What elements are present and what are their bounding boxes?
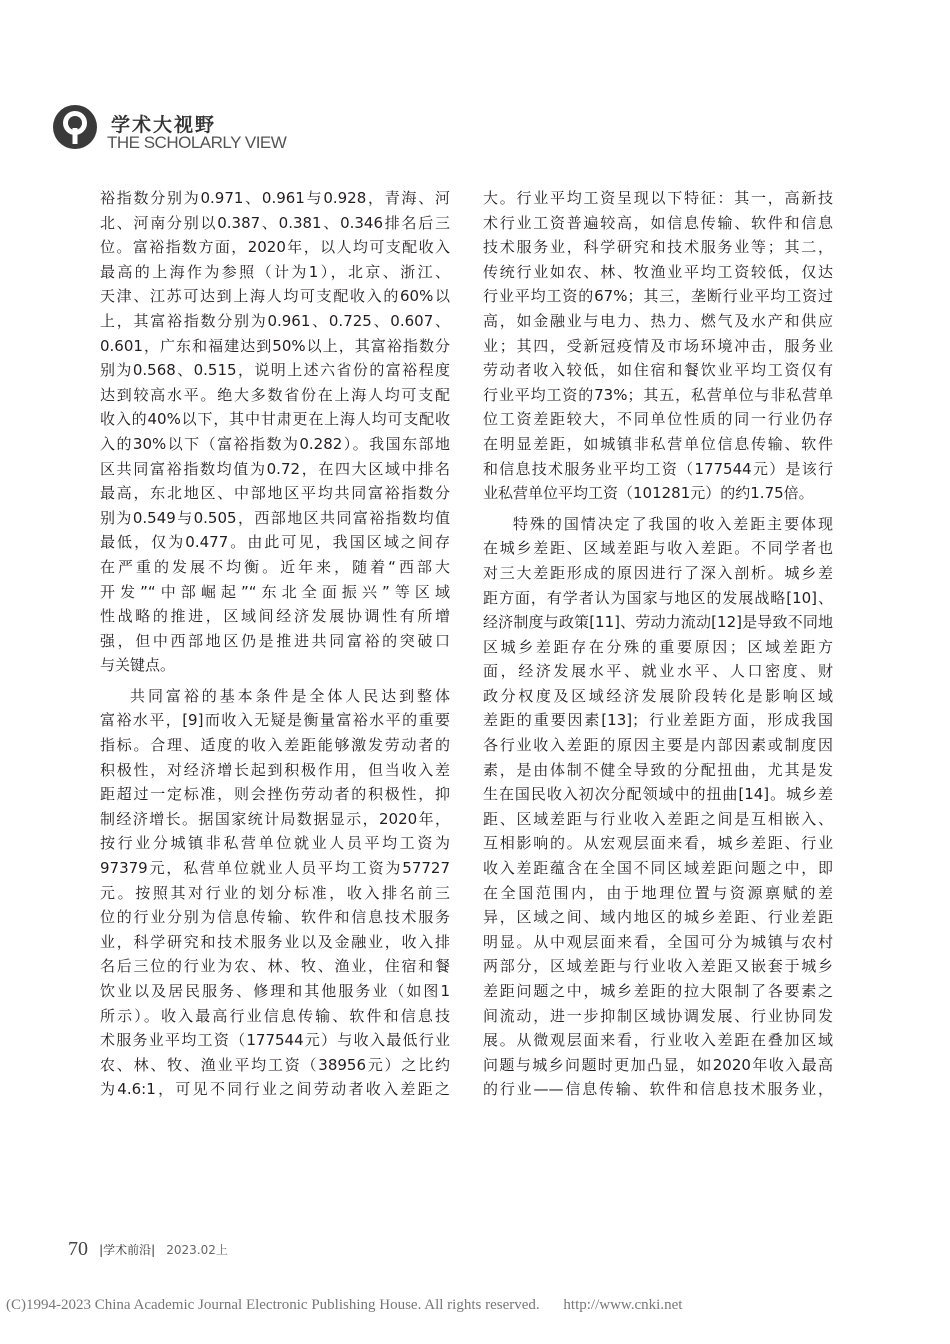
page-footer (68, 1238, 228, 1261)
text-line: 上，其富裕指数分别为0.961、0.725、0.607、 (100, 311, 450, 330)
copyright-notice: (C)1994-2023 China Academic Journal Electronic Publishing House. All rights reserved. (6, 1297, 540, 1313)
text-line: 各行业收入差距的原因主要是内部因素或制度因 (483, 736, 833, 755)
text-line: 高，如金融业与电力、热力、燃气及水产和供应 (483, 311, 833, 330)
text-line: 北、河南分别以0.387、0.381、0.346排名后三 (100, 213, 450, 232)
text-line: 对三大差距形成的原因进行了深入剖析。城乡差 (483, 563, 833, 582)
text-line: 政分权度及区域经济发展阶段转化是影响区域 (483, 686, 833, 705)
text-line: 0.601，广东和福建达到50%以上，其富裕指数分 (100, 336, 450, 355)
text-line: 行业平均工资的73%；其五，私营单位与非私营单 (483, 385, 833, 404)
text-line: 面，经济发展水平、就业水平、人口密度、财 (483, 662, 833, 681)
text-line: 特殊的国情决定了我国的收入差距主要体现 (513, 514, 833, 533)
text-line: 按行业分城镇非私营单位就业人员平均工资为 (100, 834, 450, 853)
text-line: 间流动，进一步抑制区域协调发展、行业协同发 (483, 1006, 833, 1025)
text-line: 和信息技术服务业平均工资（177544元）是该行 (483, 459, 833, 478)
text-line: 收入的40%以下，其中甘肃更在上海人均可支配收 (100, 410, 450, 429)
text-line: 别为0.549与0.505，西部地区共同富裕指数均值 (100, 508, 450, 527)
text-line: 素，是由体制不健全导致的分配扭曲，尤其是发 (483, 760, 833, 779)
text-line: 差距问题之中，城乡差距的拉大限制了各要素之 (483, 982, 833, 1000)
text-line: 最高的上海作为参照（计为1），北京、浙江、 (100, 262, 450, 281)
text-line: 距、区域差距与行业收入差距之间是互相嵌入、 (483, 809, 833, 828)
text-line: 裕指数分别为0.971、0.961与0.928，青海、河 (100, 189, 450, 207)
text-line: 明显。从中观层面来看，全国可分为城镇与农村 (483, 932, 833, 951)
text-line: 最高，东北地区、中部地区平均共同富裕指数分 (100, 484, 450, 503)
text-line: 行业平均工资的67%；其三，垄断行业平均工资过 (483, 287, 833, 306)
text-line: 术行业工资普遍较高，如信息传输、软件和信息 (483, 213, 833, 232)
text-line: 区共同富裕指数均值为0.72，在四大区域中排名 (100, 459, 450, 478)
text-line: 区城乡差距存在分殊的重要原因；区域差距方 (483, 637, 833, 656)
text-line: 在城乡差距、区域差距与收入差距。不同学者也 (483, 539, 833, 558)
text-line: 距超过一定标准，则会挫伤劳动者的积极性，抑 (100, 785, 450, 804)
text-line: 传统行业如农、林、牧渔业平均工资较低，仅达 (483, 262, 833, 281)
column-title-cn: 学术大视野 (111, 114, 217, 136)
text-line: 业，科学研究和技术服务业以及金融业，收入排 (100, 932, 450, 951)
text-line: 名后三位的行业为农、林、牧、渔业，住宿和餐 (100, 957, 450, 976)
text-line: 互相影响的。从宏观层面来看，城乡差距、行业 (483, 834, 833, 853)
text-line: 农、林、牧、渔业平均工资（38956元）之比约 (100, 1055, 450, 1074)
text-line: 的行业——信息传输、软件和信息技术服务业， (483, 1080, 833, 1099)
journal-logo-icon (52, 104, 98, 150)
text-line: 差距的重要因素[13]；行业差距方面，形成我国 (483, 711, 833, 730)
text-line: 展。从微观层面来看，行业收入差距在叠加区域 (483, 1031, 833, 1050)
text-line: 大。行业平均工资呈现以下特征：其一，高新技 (483, 189, 833, 207)
text-line: 饮业以及居民服务、修理和其他服务业（如图1 (100, 982, 450, 1000)
text-line: 位。富裕指数方面，2020年，以人均可支配收入 (100, 238, 450, 257)
text-line: 异，区域之间、域内地区的城乡差距、行业差距 (483, 908, 833, 927)
text-line: 积极性，对经济增长起到积极作用，但当收入差 (100, 760, 450, 779)
text-line: 天津、江苏可达到上海人均可支配收入的60%以 (100, 287, 450, 306)
text-line: 术服务业平均工资（177544元）与收入最低行业 (100, 1031, 450, 1050)
text-line: 收入差距蕴含在全国不同区域差距问题之中，即 (483, 859, 833, 878)
issue-label: 2023.02上 (166, 1243, 228, 1257)
text-line: 开发”“中部崛起”“东北全面振兴”等区域 (100, 582, 450, 601)
text-line: 在全国范围内，由于地理位置与资源禀赋的差 (483, 883, 833, 902)
text-line: 两部分，区域差距与行业收入差距又嵌套于城乡 (483, 957, 833, 976)
left-text-column (100, 186, 450, 1102)
text-line: 性战略的推进，区域间经济发展协调性有所增 (100, 607, 450, 626)
text-line: 达到较高水平。绝大多数省份在上海人均可支配 (100, 385, 450, 404)
text-line: 制经济增长。据国家统计局数据显示，2020年， (100, 809, 450, 828)
right-text-column (483, 186, 833, 1102)
journal-name: |学术前沿| (99, 1243, 156, 1257)
text-line: 在明显差距，如城镇非私营单位信息传输、软件 (483, 434, 833, 453)
text-line: 指标。合理、适度的收入差距能够激发劳动者的 (100, 736, 450, 755)
text-line: 元。按照其对行业的划分标准，收入排名前三 (100, 883, 450, 902)
text-line: 位的行业分别为信息传输、软件和信息技术服务 (100, 908, 450, 927)
text-line: 业私营单位平均工资（101281元）的约1.75倍。 (483, 484, 814, 503)
text-line: 在严重的发展不均衡。近年来，随着“西部大 (100, 557, 450, 576)
text-line: 别为0.568、0.515，说明上述六省份的富裕程度 (100, 361, 450, 380)
column-title-en: THE SCHOLARLY VIEW (107, 133, 287, 152)
text-line: 所示）。收入最高行业信息传输、软件和信息技 (100, 1006, 450, 1025)
text-line: 位工资差距较大，不同单位性质的同一行业仍存 (483, 410, 833, 429)
text-line: 业；其四，受新冠疫情及市场环境冲击，服务业 (483, 336, 833, 355)
text-line: 富裕水平，[9]而收入无疑是衡量富裕水平的重要 (100, 711, 450, 730)
text-line: 97379元，私营单位就业人员平均工资为57727 (100, 859, 450, 878)
text-line: 生在国民收入初次分配领域中的扭曲[14]。城乡差 (483, 785, 833, 804)
text-line: 劳动者收入较低，如住宿和餐饮业平均工资仅有 (483, 361, 833, 380)
text-line: 强，但中西部地区仍是推进共同富裕的突破口 (100, 631, 450, 650)
text-line: 共同富裕的基本条件是全体人民达到整体 (130, 686, 450, 705)
text-line: 技术服务业，科学研究和技术服务业等；其二， (483, 238, 833, 257)
copyright-url: http://www.cnki.net (563, 1297, 683, 1313)
text-line: 距方面，有学者认为国家与地区的发展战略[10]、 (483, 588, 833, 607)
text-line: 与关键点。 (100, 656, 176, 675)
page-number: 70 (68, 1238, 88, 1260)
text-line: 为4.6:1，可见不同行业之间劳动者收入差距之 (100, 1080, 450, 1099)
copyright-line (6, 1297, 944, 1314)
text-line: 经济制度与政策[11]、劳动力流动[12]是导致不同地 (483, 613, 833, 632)
text-line: 问题与城乡问题时更加凸显，如2020年收入最高 (483, 1055, 833, 1074)
text-line: 入的30%以下（富裕指数为0.282）。我国东部地 (100, 434, 450, 453)
text-line: 最低，仅为0.477。由此可见，我国区域之间存 (100, 533, 450, 552)
